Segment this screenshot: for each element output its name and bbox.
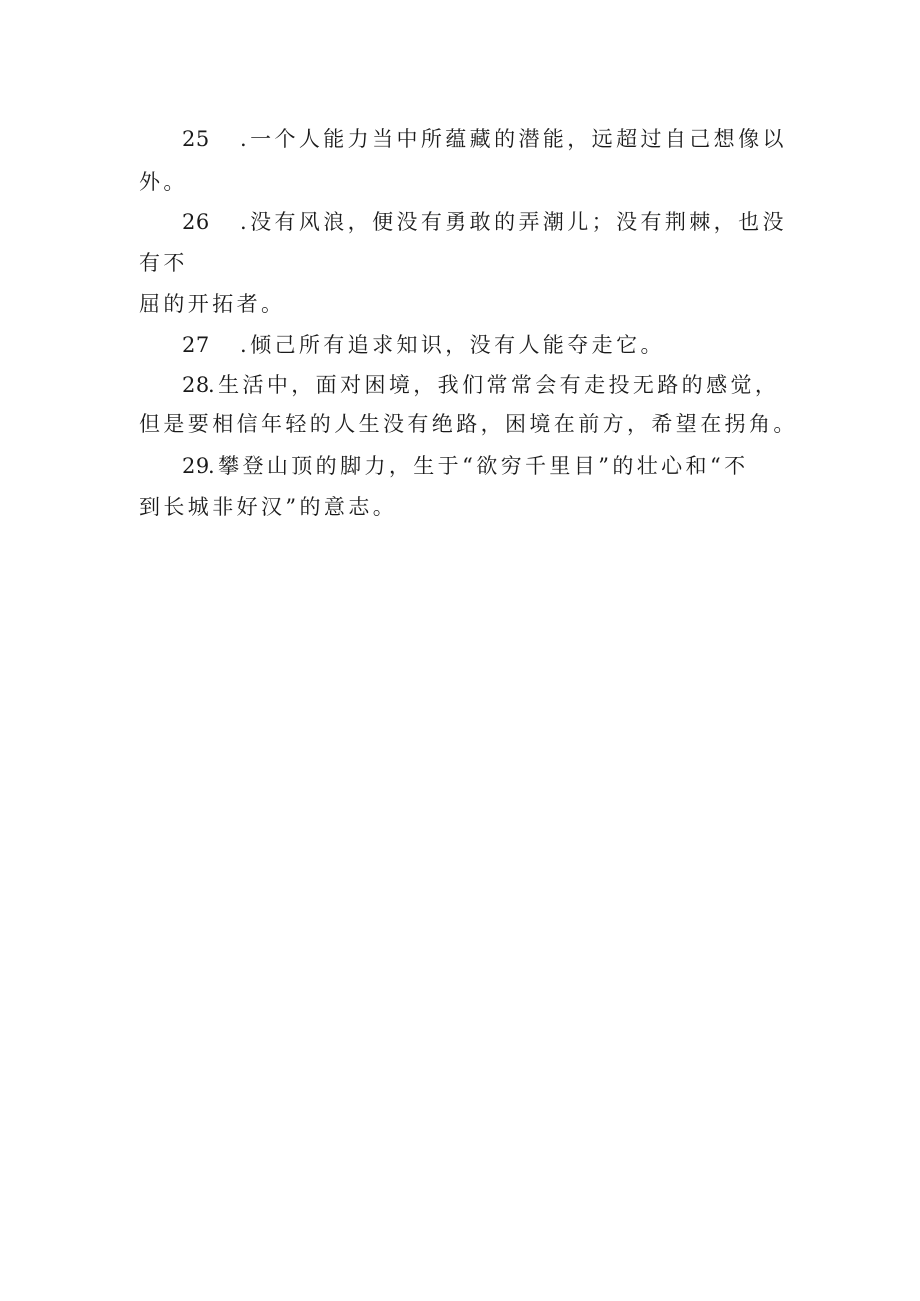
paragraph-26-text-1: .没有风浪，便没有勇敢的弄潮儿；没有荆棘，也没 [240,210,787,234]
paragraph-28-line-1 [182,370,779,400]
paragraph-26-text-3: 屈的开拓者。 [139,292,286,316]
paragraph-27-text-1: .倾己所有追求知识，没有人能夺走它。 [240,333,665,357]
item-number-25: 25 [182,127,210,151]
paragraph-25-text-1: .一个人能力当中所蕴藏的潜能，远超过自己想像以 [240,127,787,151]
paragraph-26-line-1 [182,207,787,237]
paragraph-26-line-2 [139,248,188,278]
paragraph-28-text-1: .生活中，面对困境，我们常常会有走投无路的感觉， [208,373,780,397]
paragraph-29-line-1 [182,451,748,481]
paragraph-26-text-2: 有不 [139,251,188,275]
item-number-26: 26 [182,210,210,234]
item-number-29: 29 [182,454,210,478]
paragraph-27-line-1 [182,330,665,360]
paragraph-25-line-2 [139,167,188,197]
paragraph-25-text-2: 外。 [139,170,188,194]
paragraph-28-line-2 [139,409,798,439]
paragraph-26-line-3 [139,289,285,319]
paragraph-28-text-2: 但是要相信年轻的人生没有绝路，困境在前方，希望在拐角。 [139,412,798,436]
paragraph-25-line-1 [182,124,787,154]
paragraph-29-text-1: .攀登山顶的脚力，生于“欲穷千里目”的壮心和“不 [208,454,749,478]
item-number-27: 27 [182,333,210,357]
item-number-28: 28 [182,373,210,397]
paragraph-29-line-2 [139,492,397,522]
paragraph-29-text-2: 到长城非好汉”的意志。 [139,495,398,519]
